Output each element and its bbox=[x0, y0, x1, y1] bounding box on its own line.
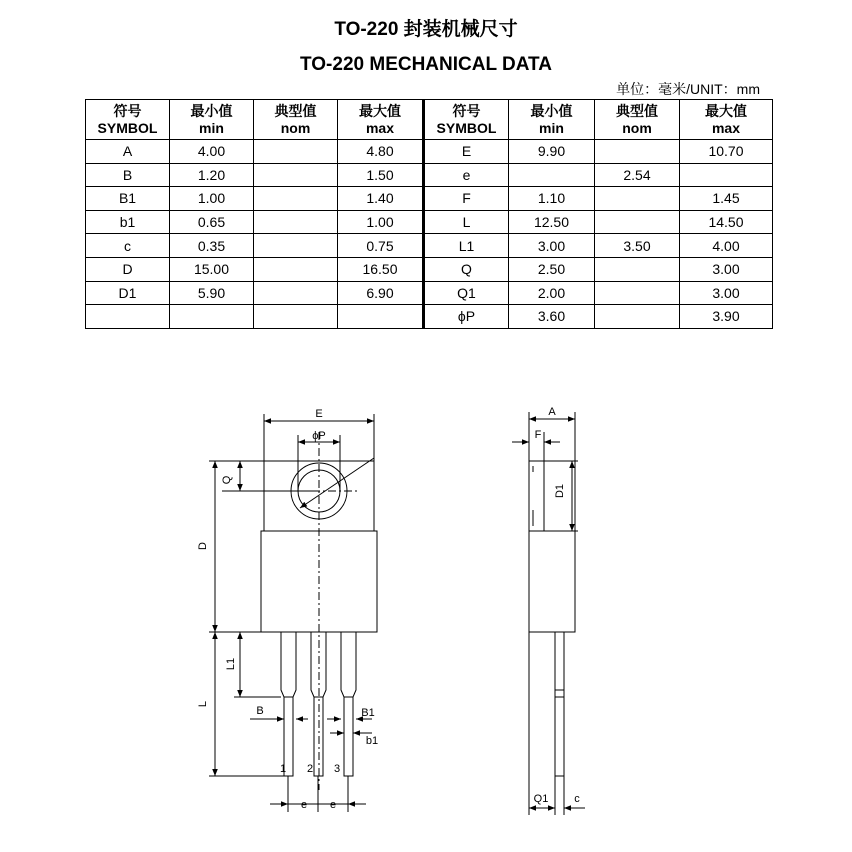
label-pin3: 3 bbox=[333, 763, 341, 775]
label-q1: Q1 bbox=[533, 793, 549, 805]
label-phip: ϕP bbox=[312, 430, 326, 442]
side-view-labels bbox=[534, 406, 581, 805]
table-cell: Q1 bbox=[424, 281, 509, 305]
label-b: B bbox=[256, 705, 264, 717]
diameter-leader bbox=[300, 458, 374, 508]
side-lead bbox=[555, 632, 564, 776]
side-view bbox=[512, 412, 585, 815]
front-view-labels bbox=[197, 408, 378, 811]
table-cell: 4.00 bbox=[170, 140, 254, 164]
table-cell: 0.65 bbox=[170, 210, 254, 234]
table-cell: 4.80 bbox=[338, 140, 424, 164]
table-cell: 9.90 bbox=[509, 140, 595, 164]
header-symbol-right: 符号 SYMBOL bbox=[424, 100, 509, 140]
table-cell: D1 bbox=[86, 281, 170, 305]
table-cell: 1.20 bbox=[170, 163, 254, 187]
table-cell: 3.50 bbox=[595, 234, 680, 258]
label-b1: B1 bbox=[361, 707, 375, 719]
table-cell: 6.90 bbox=[338, 281, 424, 305]
table-cell: 3.00 bbox=[680, 257, 773, 281]
table-cell: A bbox=[86, 140, 170, 164]
header-nom-right: 典型值 nom bbox=[595, 100, 680, 140]
table-cell: 3.00 bbox=[509, 234, 595, 258]
table-cell: D bbox=[86, 257, 170, 281]
label-d1: D1 bbox=[554, 483, 566, 499]
label-q: Q bbox=[221, 475, 233, 485]
table-cell: F bbox=[424, 187, 509, 211]
label-pin2: 2 bbox=[306, 763, 314, 775]
table-cell: 1.50 bbox=[338, 163, 424, 187]
table-cell: 0.35 bbox=[170, 234, 254, 258]
table-cell: b1 bbox=[86, 210, 170, 234]
table-cell: 1.40 bbox=[338, 187, 424, 211]
label-e: E bbox=[315, 408, 323, 420]
table-cell: 1.00 bbox=[170, 187, 254, 211]
table-cell: 14.50 bbox=[680, 210, 773, 234]
header-symbol-left: 符号 SYMBOL bbox=[86, 100, 170, 140]
title-chinese: TO-220 封装机械尺寸 bbox=[334, 19, 518, 40]
label-pin1: 1 bbox=[279, 763, 287, 775]
table-cell: 0.75 bbox=[338, 234, 424, 258]
table-cell: 1.45 bbox=[680, 187, 773, 211]
side-body bbox=[529, 531, 575, 632]
table-cell: 5.90 bbox=[170, 281, 254, 305]
label-f: F bbox=[534, 429, 542, 441]
table-cell: B1 bbox=[86, 187, 170, 211]
label-c: c bbox=[574, 793, 580, 805]
label-e-pitch-2: e bbox=[329, 799, 337, 811]
table-cell: c bbox=[86, 234, 170, 258]
table-cell: E bbox=[424, 140, 509, 164]
title-english: TO-220 MECHANICAL DATA bbox=[300, 54, 552, 75]
label-a: A bbox=[548, 406, 556, 418]
table-cell: Q bbox=[424, 257, 509, 281]
table-cell: 2.50 bbox=[509, 257, 595, 281]
unit-label: 单位：毫米/UNIT：mm bbox=[616, 81, 760, 97]
label-b1-small: b1 bbox=[365, 735, 379, 747]
table-cell: 3.00 bbox=[680, 281, 773, 305]
table-cell: L1 bbox=[424, 234, 509, 258]
table-cell: 12.50 bbox=[509, 210, 595, 234]
table-cell: 3.60 bbox=[509, 305, 595, 329]
table-cell: B bbox=[86, 163, 170, 187]
table-cell: 1.10 bbox=[509, 187, 595, 211]
header-min-right: 最小值 min bbox=[509, 100, 595, 140]
table-cell: 1.00 bbox=[338, 210, 424, 234]
table-cell: L bbox=[424, 210, 509, 234]
side-tab bbox=[529, 461, 544, 531]
label-l1: L1 bbox=[225, 657, 237, 671]
table-cell: e bbox=[424, 163, 509, 187]
table-cell: 4.00 bbox=[680, 234, 773, 258]
table-cell: 3.90 bbox=[680, 305, 773, 329]
table-cell: ϕP bbox=[424, 305, 509, 329]
label-l: L bbox=[197, 700, 209, 708]
header-min-left: 最小值 min bbox=[170, 100, 254, 140]
table-cell: 2.54 bbox=[595, 163, 680, 187]
front-view bbox=[209, 414, 377, 812]
label-e-pitch-1: e bbox=[300, 799, 308, 811]
header-max-left: 最大值 max bbox=[338, 100, 424, 140]
header-nom-left: 典型值 nom bbox=[254, 100, 338, 140]
table-cell: 15.00 bbox=[170, 257, 254, 281]
table-cell: 16.50 bbox=[338, 257, 424, 281]
table-cell: 2.00 bbox=[509, 281, 595, 305]
label-d: D bbox=[197, 542, 209, 550]
header-max-right: 最大值 max bbox=[680, 100, 773, 140]
table-cell: 10.70 bbox=[680, 140, 773, 164]
